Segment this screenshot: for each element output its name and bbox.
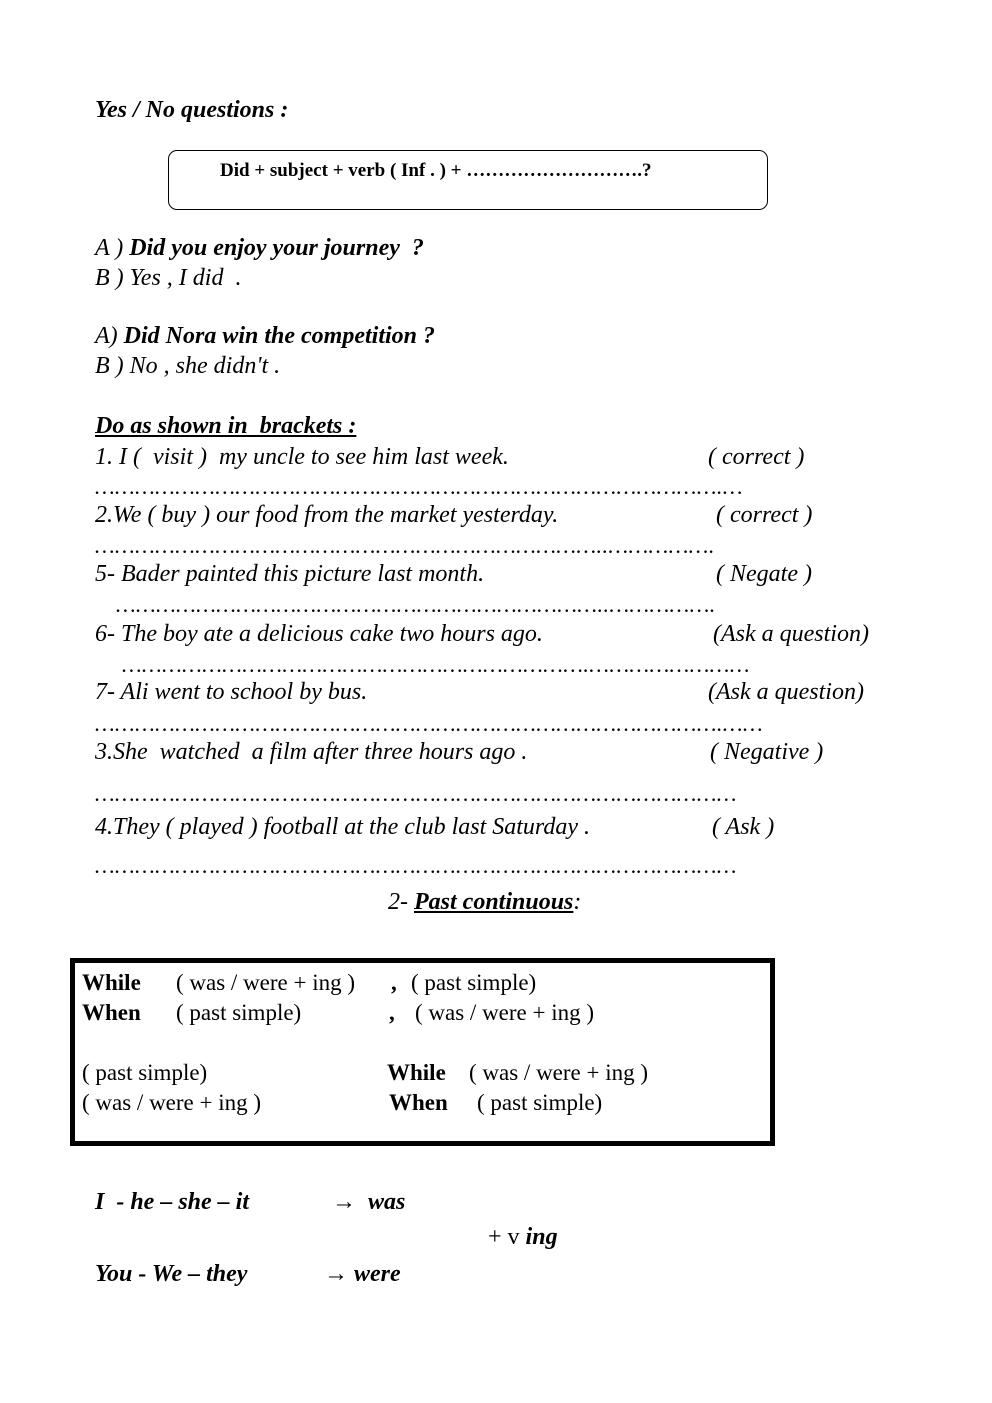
rule-when-result: ( was / were + ing ) [415,1000,595,1025]
plus-verb: + v [488,1224,526,1250]
exercise-item-2-instruction: ( correct ) [716,502,813,528]
exercise-item-4-answer-line: …………………………………………………………….…………………… [122,652,750,677]
exercise-item-6-instruction: ( Negative ) [710,739,824,765]
exercise-item-6-sentence: 3.She watched a film after three hours ago . [95,739,528,765]
subjects-singular: I - he – she – it [95,1189,250,1215]
exercise-item-3-answer-line: ………………………………………………………………..……………. [116,592,716,617]
exercise-item-7-sentence: 4.They ( played ) football at the club last Saturday . [95,814,591,840]
rule-was-were-ing: ( was / were + ing ) [82,1090,262,1115]
subjects-plural: You - We – they [95,1261,248,1287]
exercise-item-4-sentence: 6- The boy ate a delicious cake two hours ago. [95,621,543,647]
past-continuous-title: Past continuous [414,889,574,915]
arrow-was: → was [332,1189,406,1215]
past-continuous-number: 2- [388,889,414,915]
example1-answer: B ) Yes , I did . [95,265,242,291]
rule-when-word-2: When [389,1090,448,1115]
example1-prefix: A ) [95,235,130,261]
plus-verb-ing [488,1223,558,1251]
exercise-item-5-answer-line: ………………………………………………………………………………….…… [95,711,764,736]
rule-while-word: While [82,970,141,995]
past-continuous-heading [388,888,581,916]
exercise-item-6-answer-line: …………………………………………………………………………………… [95,781,737,806]
rule-when-comma: , [389,1000,395,1025]
exercise-item-7-instruction: ( Ask ) [712,814,775,840]
rule-when-clause: ( past simple) [176,1000,302,1025]
exercise-heading: Do as shown in brackets : [95,413,357,439]
example2-question-text: Did Nora win the competition ? [123,323,436,349]
exercise-item-1-instruction: ( correct ) [708,444,805,470]
example2-answer: B ) No , she didn't . [95,353,281,379]
formula-text: Did + subject + verb ( Inf . ) + ……………………….? [220,160,652,181]
rule-while-clause: ( was / were + ing ) [176,970,361,995]
arrow-were: → were [324,1261,401,1287]
exercise-item-1-sentence: 1. I ( visit ) my uncle to see him last week. [95,444,509,470]
exercise-item-7-answer-line: …………………………………………………………………………………… [95,853,737,878]
exercise-item-3-sentence: 5- Bader painted this picture last month. [95,561,485,587]
exercise-item-2-answer-line: …………………………………………………………………..……………. [95,533,715,558]
example1-question [95,234,424,262]
yes-no-heading: Yes / No questions : [95,97,289,123]
past-continuous-colon: : [573,889,582,915]
exercise-item-1-answer-line: ………………………………………………………………………………….… [95,474,743,499]
rule-while-word-2: While [387,1060,446,1085]
ing-word: ing [525,1224,558,1250]
exercise-item-2-sentence: 2.We ( buy ) our food from the market yesterday. [95,502,559,528]
rule-when-clause-2: ( past simple) [477,1090,603,1115]
rule-while-comma: , [391,970,397,995]
rule-while-result: ( past simple) [411,970,537,995]
rule-while-clause-2: ( was / were + ing ) [469,1060,649,1085]
exercise-item-3-instruction: ( Negate ) [716,561,812,587]
exercise-item-5-sentence: 7- Ali went to school by bus. [95,679,368,705]
example2-question [95,322,435,350]
rule-past-simple: ( past simple) [82,1060,208,1085]
example1-question-text: Did you enjoy your journey ? [129,235,424,261]
exercise-item-4-instruction: (Ask a question) [713,621,869,647]
example2-prefix: A) [95,323,124,349]
rule-when-word: When [82,1000,141,1025]
exercise-item-5-instruction: (Ask a question) [708,679,864,705]
